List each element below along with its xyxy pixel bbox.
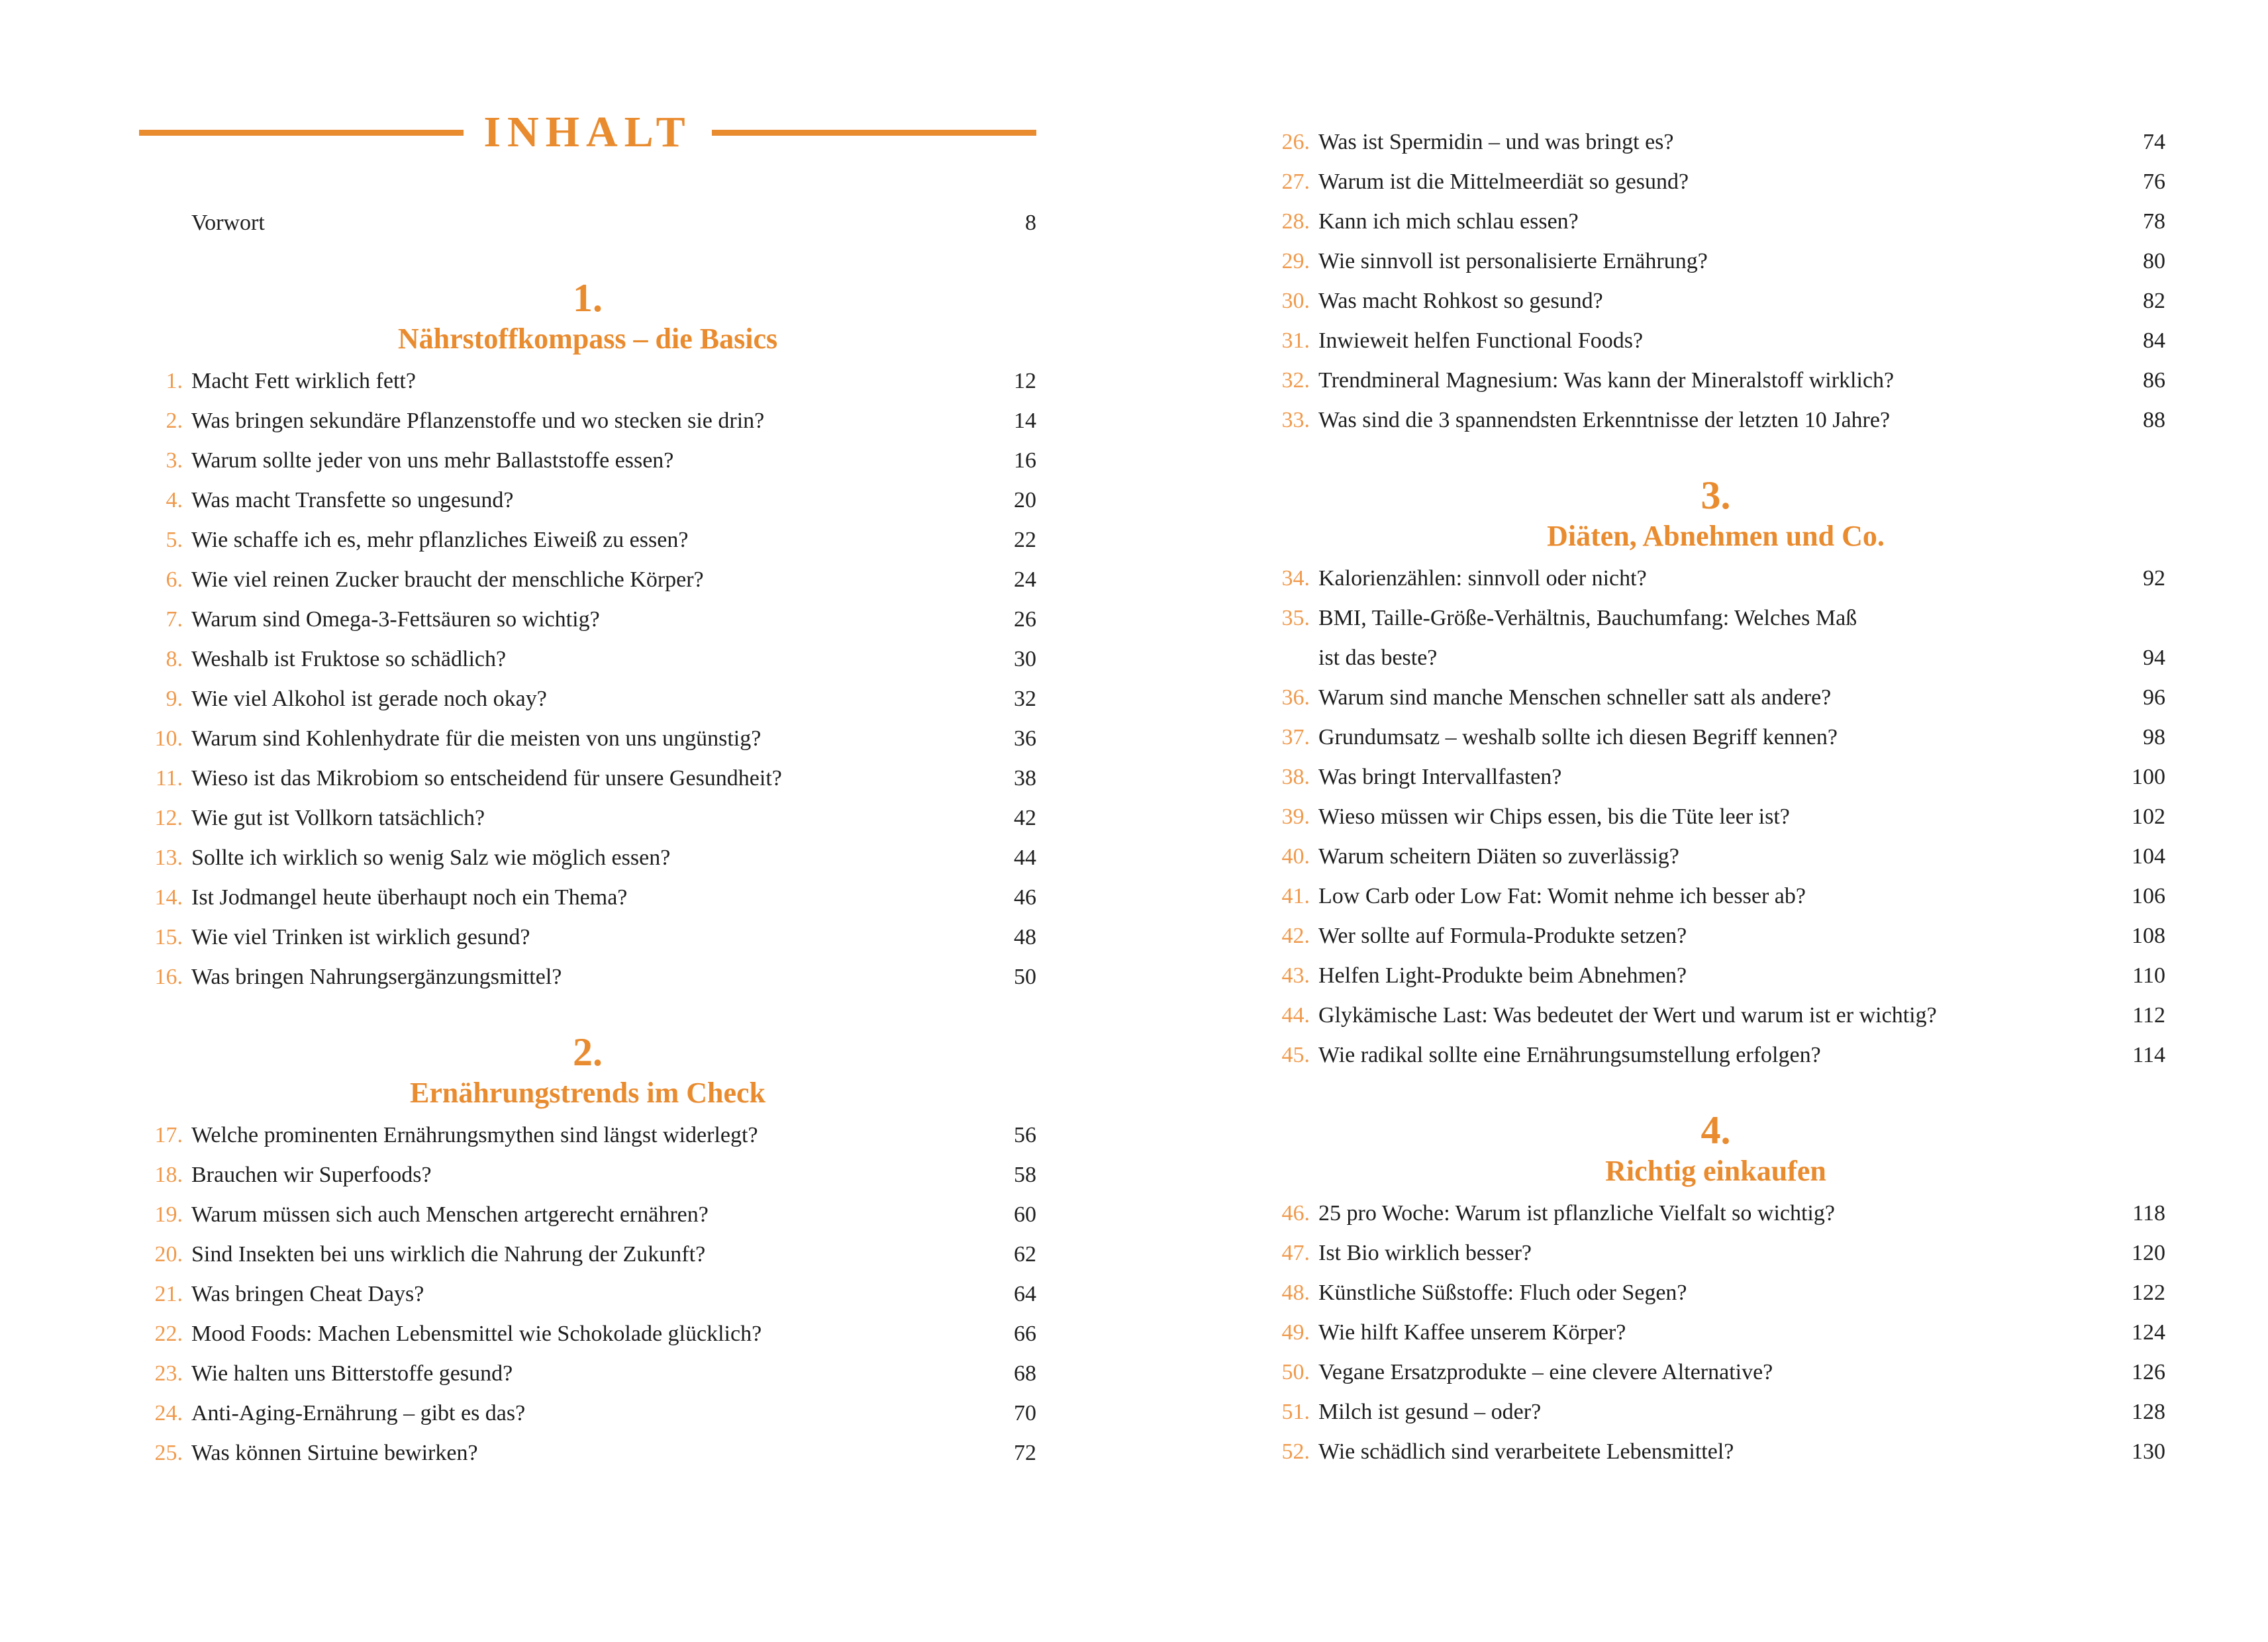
toc-entry bbox=[1266, 916, 2165, 956]
entry-page-number: 20 bbox=[1014, 488, 1036, 512]
entry-number: 8. bbox=[166, 647, 183, 671]
section-title: Ernährungstrends im Check bbox=[409, 1077, 766, 1109]
entry-number bbox=[1266, 638, 1310, 678]
entry-number: 51. bbox=[1281, 1400, 1310, 1424]
entry-title: Was bringen Nahrungsergänzungsmittel? bbox=[191, 965, 562, 989]
entry-number: 45. bbox=[1281, 1043, 1310, 1067]
toc-entry bbox=[139, 1195, 1036, 1235]
toc-entry bbox=[1266, 718, 2165, 757]
toc-entry bbox=[1266, 122, 2165, 162]
toc-entry bbox=[139, 1116, 1036, 1155]
section-number: 2. bbox=[573, 1030, 603, 1074]
entry-title: Was ist Spermidin – und was bringt es? bbox=[1318, 130, 1674, 154]
entry-title: Warum sind manche Menschen schneller satt als andere? bbox=[1318, 685, 1832, 710]
vorwort-row bbox=[139, 203, 1036, 243]
entry-number: 44. bbox=[1281, 1003, 1310, 1028]
entry-title: Warum sollte jeder von uns mehr Ballaststoffe essen? bbox=[191, 448, 674, 473]
toc-entry bbox=[139, 1354, 1036, 1394]
entry-page-number: 32 bbox=[1014, 687, 1036, 711]
toc-title-row bbox=[139, 109, 1036, 156]
entry-page-number: 104 bbox=[2132, 844, 2165, 869]
entry-number: 42. bbox=[1281, 924, 1310, 948]
entry-number: 48. bbox=[1281, 1280, 1310, 1305]
entry-title: Sind Insekten bei uns wirklich die Nahrung der Zukunft? bbox=[191, 1242, 706, 1267]
toc-entry bbox=[139, 362, 1036, 401]
entry-title: Was bringen Cheat Days? bbox=[191, 1282, 424, 1306]
entry-number: 41. bbox=[1281, 884, 1310, 908]
toc-entry bbox=[1266, 1353, 2165, 1392]
entry-title: Milch ist gesund – oder? bbox=[1318, 1400, 1542, 1424]
entry-number: 9. bbox=[166, 687, 183, 711]
left-column bbox=[139, 109, 1036, 1473]
entry-page-number: 42 bbox=[1014, 806, 1036, 830]
toc-entry bbox=[139, 798, 1036, 838]
entry-title: Wie viel Alkohol ist gerade noch okay? bbox=[191, 687, 547, 711]
toc-entry bbox=[1266, 162, 2165, 202]
entry-title: Wie hilft Kaffee unserem Körper? bbox=[1318, 1320, 1626, 1345]
entry-page-number: 86 bbox=[2143, 368, 2165, 393]
right-toc-blocks bbox=[1266, 122, 2165, 1472]
entry-number: 36. bbox=[1281, 685, 1310, 710]
entry-page-number: 130 bbox=[2132, 1439, 2165, 1464]
entry-title: Was können Sirtuine bewirken? bbox=[191, 1441, 478, 1465]
entry-title: Trendmineral Magnesium: Was kann der Mineralstoff wirklich? bbox=[1318, 368, 1895, 393]
entry-title: Wieso ist das Mikrobiom so entscheidend für unsere Gesundheit? bbox=[191, 766, 782, 791]
section-title: Diäten, Abnehmen und Co. bbox=[1547, 520, 1885, 552]
entry-number: 20. bbox=[154, 1242, 183, 1267]
entry-number: 29. bbox=[1281, 249, 1310, 273]
entry-page-number: 60 bbox=[1014, 1202, 1036, 1227]
entry-title: Low Carb oder Low Fat: Womit nehme ich besser ab? bbox=[1318, 884, 1806, 908]
toc-entry bbox=[1266, 321, 2165, 361]
entry-page-number: 98 bbox=[2143, 725, 2165, 749]
entry-page-number: 44 bbox=[1014, 845, 1036, 870]
entry-title: Was sind die 3 spannendsten Erkenntnisse der letzten 10 Jahre? bbox=[1318, 408, 1891, 432]
entry-page-number: 68 bbox=[1014, 1361, 1036, 1386]
toc-entry bbox=[1266, 401, 2165, 440]
toc-entry bbox=[139, 759, 1036, 798]
entry-page-number: 38 bbox=[1014, 766, 1036, 791]
entry-number: 14. bbox=[154, 885, 183, 910]
entry-page-number: 62 bbox=[1014, 1242, 1036, 1267]
entry-number: 5. bbox=[166, 528, 183, 552]
entry-title: ist das beste? bbox=[1318, 646, 1438, 670]
entry-number: 15. bbox=[154, 925, 183, 949]
toc-entry bbox=[139, 1155, 1036, 1195]
entry-page-number: 22 bbox=[1014, 528, 1036, 552]
entry-number: 23. bbox=[154, 1361, 183, 1386]
entry-title: Sollte ich wirklich so wenig Salz wie möglich essen? bbox=[191, 845, 671, 870]
entry-title: Was macht Rohkost so gesund? bbox=[1318, 289, 1603, 313]
entry-title: Wie schädlich sind verarbeitete Lebensmittel? bbox=[1318, 1439, 1734, 1464]
entry-page-number bbox=[2112, 599, 2165, 638]
entry-number: 30. bbox=[1281, 289, 1310, 313]
entry-title: BMI, Taille-Größe-Verhältnis, Bauchumfang: Welches Maß bbox=[1318, 606, 1857, 630]
entry-title: Wieso müssen wir Chips essen, bis die Tüte leer ist? bbox=[1318, 804, 1790, 829]
toc-entry bbox=[1266, 956, 2165, 996]
toc-entry bbox=[139, 918, 1036, 957]
section-heading bbox=[139, 276, 1036, 358]
toc-entry bbox=[1266, 996, 2165, 1036]
entry-page-number: 58 bbox=[1014, 1163, 1036, 1187]
entry-title: Wie viel Trinken ist wirklich gesund? bbox=[191, 925, 530, 949]
right-column bbox=[1266, 122, 2165, 1472]
entry-title: Was bringen sekundäre Pflanzenstoffe und wo stecken sie drin? bbox=[191, 409, 765, 433]
entry-page-number: 80 bbox=[2143, 249, 2165, 273]
entry-number: 35. bbox=[1281, 606, 1310, 630]
entry-page-number: 110 bbox=[2132, 963, 2165, 988]
toc-entry bbox=[1266, 877, 2165, 916]
section-number: 4. bbox=[1701, 1108, 1731, 1152]
entry-title: Ist Bio wirklich besser? bbox=[1318, 1241, 1532, 1265]
entry-title: Kann ich mich schlau essen? bbox=[1318, 209, 1579, 234]
toc-entry bbox=[1266, 638, 2165, 678]
entry-page-number: 120 bbox=[2132, 1241, 2165, 1265]
entry-number: 6. bbox=[166, 567, 183, 592]
entry-page-number: 64 bbox=[1014, 1282, 1036, 1306]
toc-entry bbox=[1266, 599, 2165, 638]
entry-number: 28. bbox=[1281, 209, 1310, 234]
entry-title: Helfen Light-Produkte beim Abnehmen? bbox=[1318, 963, 1687, 988]
entry-title: Wie viel reinen Zucker braucht der menschliche Körper? bbox=[191, 567, 704, 592]
entry-page-number: 94 bbox=[2143, 646, 2165, 670]
left-toc-blocks bbox=[139, 276, 1036, 1473]
entry-number: 50. bbox=[1281, 1360, 1310, 1384]
entry-title: 25 pro Woche: Warum ist pflanzliche Vielfalt so wichtig? bbox=[1318, 1201, 1835, 1226]
entry-title: Warum ist die Mittelmeerdiät so gesund? bbox=[1318, 169, 1689, 194]
entry-page-number: 96 bbox=[2143, 685, 2165, 710]
entry-number: 2. bbox=[166, 409, 183, 433]
entry-number: 46. bbox=[1281, 1201, 1310, 1226]
entry-number: 4. bbox=[166, 488, 183, 512]
page-title: INHALT bbox=[483, 108, 692, 156]
entry-number: 47. bbox=[1281, 1241, 1310, 1265]
entry-page-number: 102 bbox=[2132, 804, 2165, 829]
toc-entry bbox=[139, 640, 1036, 679]
entry-number: 33. bbox=[1281, 408, 1310, 432]
toc-entry bbox=[139, 878, 1036, 918]
entry-title: Welche prominenten Ernährungsmythen sind längst widerlegt? bbox=[191, 1123, 758, 1147]
title-rule-left bbox=[139, 130, 464, 136]
toc-entry bbox=[139, 1275, 1036, 1314]
toc-entry bbox=[1266, 1313, 2165, 1353]
entry-page-number: 84 bbox=[2143, 328, 2165, 353]
entry-page-number: 74 bbox=[2143, 130, 2165, 154]
toc-entry bbox=[1266, 757, 2165, 797]
toc-entry bbox=[139, 957, 1036, 997]
entry-title: Warum sind Kohlenhydrate für die meisten von uns ungünstig? bbox=[191, 726, 762, 751]
entry-number: 12. bbox=[154, 806, 183, 830]
toc-entry bbox=[139, 719, 1036, 759]
entry-number: 27. bbox=[1281, 169, 1310, 194]
entry-number: 49. bbox=[1281, 1320, 1310, 1345]
entry-page-number: 46 bbox=[1014, 885, 1036, 910]
section-number: 1. bbox=[573, 276, 603, 320]
entry-title: Anti-Aging-Ernährung – gibt es das? bbox=[191, 1401, 526, 1425]
toc-entry bbox=[139, 1394, 1036, 1433]
toc-entry bbox=[1266, 1233, 2165, 1273]
entry-number: 21. bbox=[154, 1282, 183, 1306]
entry-page-number: 82 bbox=[2143, 289, 2165, 313]
toc-entry bbox=[139, 441, 1036, 481]
entry-number: 17. bbox=[154, 1123, 183, 1147]
entry-number: 19. bbox=[154, 1202, 183, 1227]
toc-entry bbox=[139, 481, 1036, 520]
section-title: Nährstoffkompass – die Basics bbox=[397, 322, 778, 355]
entry-number: 25. bbox=[154, 1441, 183, 1465]
entry-number: 10. bbox=[154, 726, 183, 751]
entry-title: Warum müssen sich auch Menschen artgerecht ernähren? bbox=[191, 1202, 709, 1227]
entry-number: 18. bbox=[154, 1163, 183, 1187]
entry-page-number: 118 bbox=[2132, 1201, 2165, 1226]
entry-number: 16. bbox=[154, 965, 183, 989]
toc-entry bbox=[139, 838, 1036, 878]
entry-number: 7. bbox=[166, 607, 183, 632]
entry-page-number: 66 bbox=[1014, 1322, 1036, 1346]
section-heading bbox=[1266, 473, 2165, 555]
entry-page-number: 114 bbox=[2132, 1043, 2165, 1067]
entry-title: Macht Fett wirklich fett? bbox=[191, 369, 416, 393]
toc-entry bbox=[1266, 837, 2165, 877]
toc-entry bbox=[139, 1433, 1036, 1473]
entry-page-number: 124 bbox=[2132, 1320, 2165, 1345]
entry-page-number: 16 bbox=[1014, 448, 1036, 473]
entry-page-number: 128 bbox=[2132, 1400, 2165, 1424]
entry-number: 1. bbox=[166, 369, 183, 393]
entry-number: 39. bbox=[1281, 804, 1310, 829]
entry-number: 32. bbox=[1281, 368, 1310, 393]
entry-title: Inwieweit helfen Functional Foods? bbox=[1318, 328, 1644, 353]
entry-title: Wie radikal sollte eine Ernährungsumstellung erfolgen? bbox=[1318, 1043, 1821, 1067]
entry-page-number: 126 bbox=[2132, 1360, 2165, 1384]
toc-entry bbox=[1266, 202, 2165, 242]
toc-entry bbox=[139, 679, 1036, 719]
entry-page-number: 36 bbox=[1014, 726, 1036, 751]
entry-title: Wie gut ist Vollkorn tatsächlich? bbox=[191, 806, 485, 830]
entry-title: Was macht Transfette so ungesund? bbox=[191, 488, 514, 512]
entry-page-number: 70 bbox=[1014, 1401, 1036, 1425]
toc-entry bbox=[139, 1314, 1036, 1354]
entry-title: Brauchen wir Superfoods? bbox=[191, 1163, 432, 1187]
entry-number: 11. bbox=[155, 766, 183, 791]
toc-entry bbox=[1266, 242, 2165, 281]
section-title: Richtig einkaufen bbox=[1605, 1155, 1826, 1187]
toc-entry bbox=[1266, 1194, 2165, 1233]
toc-entry bbox=[139, 520, 1036, 560]
entry-page-number: 56 bbox=[1014, 1123, 1036, 1147]
toc-entry bbox=[139, 560, 1036, 600]
toc-entry bbox=[1266, 1273, 2165, 1313]
entry-title: Grundumsatz – weshalb sollte ich diesen Begriff kennen? bbox=[1318, 725, 1838, 749]
entry-page-number: 88 bbox=[2143, 408, 2165, 432]
vorwort-page-number: 8 bbox=[1025, 211, 1036, 235]
entry-page-number: 72 bbox=[1014, 1441, 1036, 1465]
section-heading bbox=[139, 1030, 1036, 1112]
entry-page-number: 48 bbox=[1014, 925, 1036, 949]
toc-entry bbox=[1266, 1392, 2165, 1432]
entry-number: 26. bbox=[1281, 130, 1310, 154]
entry-title: Wer sollte auf Formula-Produkte setzen? bbox=[1318, 924, 1687, 948]
entry-number: 37. bbox=[1281, 725, 1310, 749]
entry-title: Glykämische Last: Was bedeutet der Wert und warum ist er wichtig? bbox=[1318, 1003, 1937, 1028]
entry-title: Vegane Ersatzprodukte – eine clevere Alternative? bbox=[1318, 1360, 1773, 1384]
entry-page-number: 108 bbox=[2132, 924, 2165, 948]
entry-page-number: 112 bbox=[2132, 1003, 2165, 1028]
toc-entry bbox=[1266, 559, 2165, 599]
entry-title: Was bringt Intervallfasten? bbox=[1318, 765, 1562, 789]
entry-page-number: 50 bbox=[1014, 965, 1036, 989]
entry-number: 31. bbox=[1281, 328, 1310, 353]
entry-page-number: 26 bbox=[1014, 607, 1036, 632]
section-heading bbox=[1266, 1108, 2165, 1190]
entry-number: 24. bbox=[154, 1401, 183, 1425]
toc-entry bbox=[1266, 797, 2165, 837]
toc-entry bbox=[139, 401, 1036, 441]
entry-page-number: 78 bbox=[2143, 209, 2165, 234]
entry-page-number: 122 bbox=[2132, 1280, 2165, 1305]
entry-title: Künstliche Süßstoffe: Fluch oder Segen? bbox=[1318, 1280, 1687, 1305]
entry-number: 22. bbox=[154, 1322, 183, 1346]
entry-title: Weshalb ist Fruktose so schädlich? bbox=[191, 647, 507, 671]
entry-title: Wie halten uns Bitterstoffe gesund? bbox=[191, 1361, 513, 1386]
title-rule-right bbox=[712, 130, 1036, 136]
toc-entry bbox=[1266, 281, 2165, 321]
section-number: 3. bbox=[1701, 473, 1731, 517]
entry-title: Mood Foods: Machen Lebensmittel wie Schokolade glücklich? bbox=[191, 1322, 762, 1346]
toc-entry bbox=[139, 1235, 1036, 1275]
toc-entry bbox=[139, 600, 1036, 640]
entry-title: Wie sinnvoll ist personalisierte Ernährung? bbox=[1318, 249, 1708, 273]
entry-page-number: 100 bbox=[2132, 765, 2165, 789]
entry-title: Warum sind Omega-3-Fettsäuren so wichtig? bbox=[191, 607, 600, 632]
toc-entry bbox=[1266, 678, 2165, 718]
entry-number: 40. bbox=[1281, 844, 1310, 869]
entry-number: 13. bbox=[154, 845, 183, 870]
entry-number: 38. bbox=[1281, 765, 1310, 789]
entry-title: Ist Jodmangel heute überhaupt noch ein Thema? bbox=[191, 885, 628, 910]
entry-page-number: 92 bbox=[2143, 566, 2165, 591]
entry-page-number: 76 bbox=[2143, 169, 2165, 194]
entry-page-number: 30 bbox=[1014, 647, 1036, 671]
entry-title: Wie schaffe ich es, mehr pflanzliches Eiweiß zu essen? bbox=[191, 528, 689, 552]
entry-number: 52. bbox=[1281, 1439, 1310, 1464]
entry-title: Kalorienzählen: sinnvoll oder nicht? bbox=[1318, 566, 1647, 591]
toc-entry bbox=[1266, 1432, 2165, 1472]
vorwort-label: Vorwort bbox=[191, 211, 265, 235]
entry-title: Warum scheitern Diäten so zuverlässig? bbox=[1318, 844, 1679, 869]
entry-page-number: 106 bbox=[2132, 884, 2165, 908]
entry-page-number: 12 bbox=[1014, 369, 1036, 393]
entry-number: 34. bbox=[1281, 566, 1310, 591]
entry-number: 43. bbox=[1281, 963, 1310, 988]
entry-page-number: 24 bbox=[1014, 567, 1036, 592]
entry-page-number: 14 bbox=[1014, 409, 1036, 433]
toc-entry bbox=[1266, 1036, 2165, 1075]
entry-number: 3. bbox=[166, 448, 183, 473]
toc-entry bbox=[1266, 361, 2165, 401]
